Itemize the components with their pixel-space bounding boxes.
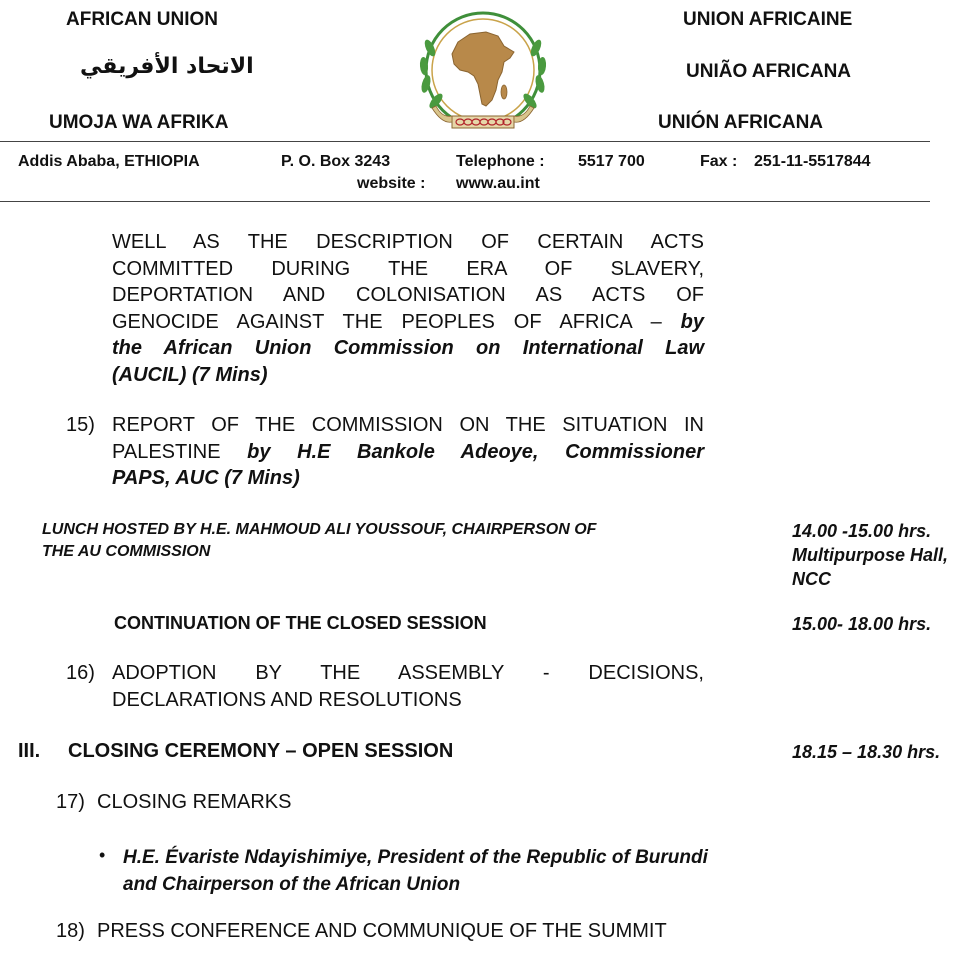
text-line: GENOCIDE AGAINST THE PEOPLES OF AFRICA – by [112, 310, 704, 333]
item-18-text: PRESS CONFERENCE AND COMMUNIQUE OF THE SUMMIT [97, 920, 667, 942]
agenda-item-15 [112, 412, 704, 492]
contact-fax-label: Fax : [700, 153, 738, 170]
item-17-text: CLOSING REMARKS [97, 791, 292, 813]
agenda-item-14-continued [112, 229, 704, 388]
org-name-portuguese: UNIÃO AFRICANA [686, 61, 852, 82]
item-number: 18) [56, 920, 85, 942]
section-time: 18.15 – 18.30 hrs. [792, 742, 941, 762]
contact-website: www.au.int [456, 175, 540, 192]
text-line: (AUCIL) (7 Mins) [112, 363, 268, 386]
header-divider-top [0, 141, 930, 142]
lunch-venue: Multipurpose Hall, [792, 545, 949, 565]
text-line: COMMITTED DURING THE ERA OF SLAVERY, [112, 257, 704, 280]
text-line: DECLARATIONS AND RESOLUTIONS [112, 688, 462, 711]
text-line: PAPS, AUC (7 Mins) [112, 467, 300, 489]
header-divider-bottom [0, 201, 930, 202]
section-title: CLOSING CEREMONY – OPEN SESSION [68, 740, 454, 762]
contact-fax: 251-11-5517844 [754, 153, 871, 170]
org-name-swahili: UMOJA WA AFRIKA [49, 112, 229, 133]
bullet-icon: • [99, 845, 106, 865]
text-line: REPORT OF THE COMMISSION ON THE SITUATION IN [112, 414, 704, 436]
agenda-item-16 [112, 660, 704, 713]
contact-website-label: website : [357, 175, 426, 192]
item-number: 15) [66, 414, 95, 436]
bullet-line-1: H.E. Évariste Ndayishimiye, President of the Republic of Burundi [123, 847, 708, 868]
item-number: 17) [56, 791, 85, 813]
text-line: the African Union Commission on International Law [112, 337, 704, 359]
lunch-line-1: LUNCH HOSTED BY H.E. MAHMOUD ALI YOUSSOUF, CHAIRPERSON OF [42, 521, 597, 538]
contact-city: Addis Ababa, ETHIOPIA [18, 153, 200, 170]
org-name-french: UNION AFRICAINE [683, 9, 853, 30]
text-line: ADOPTION BY THE ASSEMBLY - DECISIONS, [112, 662, 704, 684]
lunch-time: 14.00 -15.00 hrs. [792, 521, 932, 541]
org-name-spanish: UNIÓN AFRICANA [658, 112, 824, 133]
org-name-english: AFRICAN UNION [66, 9, 218, 30]
continuation-time: 15.00- 18.00 hrs. [792, 614, 932, 634]
contact-po-box: P. O. Box 3243 [281, 153, 391, 170]
lunch-venue-ncc: NCC [792, 569, 831, 589]
lunch-line-2: THE AU COMMISSION [42, 543, 211, 560]
section-number: III. [18, 740, 41, 762]
item-number: 16) [66, 662, 95, 684]
continuation-title: CONTINUATION OF THE CLOSED SESSION [114, 613, 487, 633]
contact-telephone: 5517 700 [578, 153, 645, 170]
text-line: PALESTINE by H.E Bankole Adeoye, Commissioner [112, 440, 704, 463]
org-name-arabic: الاتحاد الأفريقي [80, 54, 254, 79]
african-union-emblem-icon [412, 8, 554, 136]
text-line: WELL AS THE DESCRIPTION OF CERTAIN ACTS [112, 231, 704, 253]
bullet-line-2: and Chairperson of the African Union [123, 874, 461, 895]
contact-telephone-label: Telephone : [456, 153, 545, 170]
text-line: DEPORTATION AND COLONISATION AS ACTS OF [112, 284, 704, 306]
